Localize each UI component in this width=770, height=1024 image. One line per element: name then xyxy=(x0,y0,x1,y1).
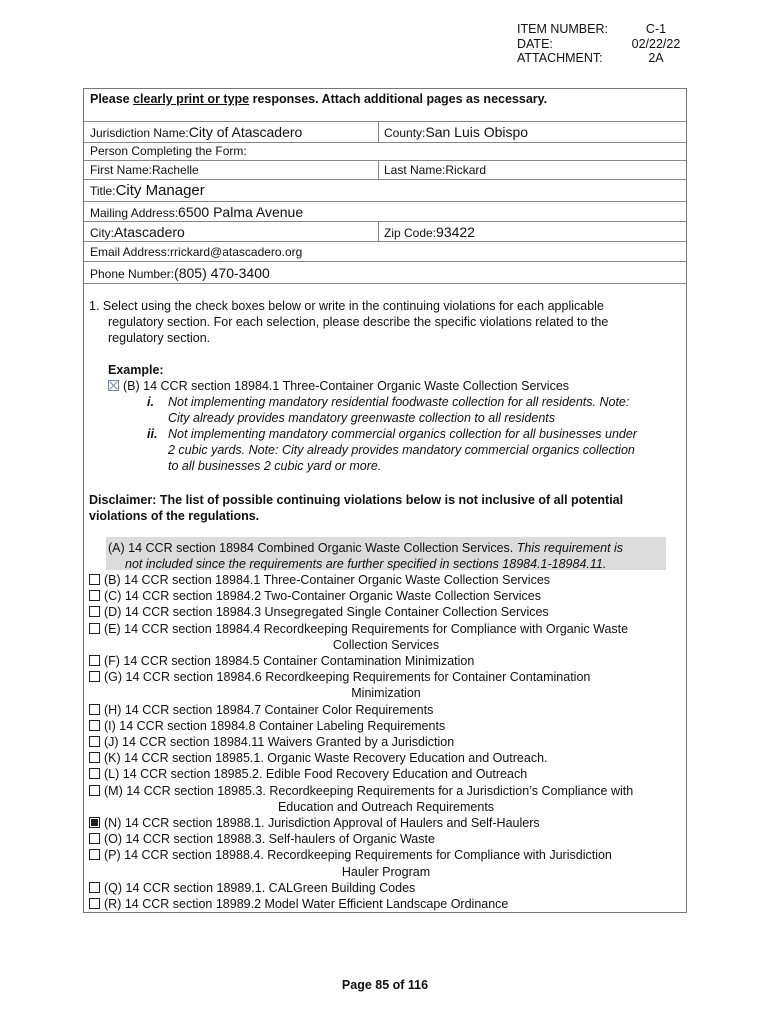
violation-item xyxy=(89,719,445,733)
violation-label: (M) 14 CCR section 18985.3. Recordkeeping Requirements for a Jurisdiction’s Compliance with xyxy=(104,783,634,798)
violation-label: (N) 14 CCR section 18988.1. Jurisdiction Approval of Haulers and Self-Haulers xyxy=(104,816,540,830)
violation-item xyxy=(89,703,433,717)
name-row xyxy=(84,160,686,180)
item-number-label: ITEM NUMBER: xyxy=(517,22,608,36)
violation-label: (J) 14 CCR section 18984.11 Waivers Granted by a Jurisdiction xyxy=(104,735,455,749)
example-i-line-2: City already provides mandatory greenwaste collection to all residents xyxy=(168,411,555,425)
violation-label-continued: Collection Services xyxy=(332,637,440,652)
example-ii-line-1: ii. Not implementing mandatory commercial organics collection for all businesses under xyxy=(147,427,637,441)
violation-label: (G) 14 CCR section 18984.6 Recordkeeping Requirements for Container Contamination xyxy=(104,670,591,685)
violation-item xyxy=(89,832,435,846)
example-checkbox-icon xyxy=(108,380,119,391)
violation-label-continued: Minimization xyxy=(351,686,421,701)
example-item: (B) 14 CCR section 18984.1 Three-Container Organic Waste Collection Services xyxy=(108,379,569,393)
violation-checkbox[interactable] xyxy=(89,736,100,747)
city-value[interactable]: Atascadero xyxy=(114,224,185,240)
question-1-line-3: regulatory section. xyxy=(108,331,211,345)
violation-label: (K) 14 CCR section 18985.1. Organic Waste Recovery Education and Outreach. xyxy=(104,751,548,766)
violation-checkbox[interactable] xyxy=(89,785,100,796)
disclaimer-line-2: violations of the regulations. xyxy=(89,509,260,523)
violation-label-continued: Education and Outreach Requirements xyxy=(277,799,495,814)
violation-label: (E) 14 CCR section 18984.4 Recordkeeping Requirements for Compliance with Organic Waste xyxy=(104,621,629,636)
violation-label: (L) 14 CCR section 18985.2. Edible Food Recovery Education and Outreach xyxy=(104,767,528,782)
violation-checkbox[interactable] xyxy=(89,590,100,601)
person-label: Person Completing the Form: xyxy=(90,144,247,158)
violation-label: (F) 14 CCR section 18984.5 Container Contamination Minimization xyxy=(104,654,475,668)
example-ii-line-2: 2 cubic yards. Note: City already provides mandatory commercial organics collection xyxy=(168,443,635,457)
instruction-row xyxy=(84,89,686,122)
violation-checkbox[interactable] xyxy=(89,849,100,860)
mailing-row xyxy=(84,202,686,222)
violation-item xyxy=(89,735,454,749)
violation-item xyxy=(89,816,540,830)
violation-item xyxy=(89,622,628,636)
violation-item xyxy=(89,751,548,765)
example-i-line-1: i. Not implementing mandatory residential foodwaste collection for all residents. Note: xyxy=(147,395,630,409)
violation-label: (Q) 14 CCR section 18989.1. CALGreen Building Codes xyxy=(104,880,416,895)
violation-checkbox[interactable] xyxy=(89,704,100,715)
mailing-field[interactable]: Mailing Address:6500 Palma Avenue xyxy=(90,204,304,220)
jurisdiction-row xyxy=(84,122,686,143)
violation-checkbox[interactable] xyxy=(89,768,100,779)
violation-a: (A) 14 CCR section 18984 Combined Organic Waste Collection Services. This requirement is xyxy=(108,541,624,555)
violation-checkbox[interactable] xyxy=(89,623,100,634)
email-field[interactable]: Email Address:rrickard@atascadero.org xyxy=(90,245,303,259)
violation-label: (D) 14 CCR section 18984.3 Unsegregated Single Container Collection Services xyxy=(104,605,549,620)
form-body xyxy=(84,291,686,912)
county-value[interactable]: San Luis Obispo xyxy=(425,124,529,140)
violation-item xyxy=(89,897,508,911)
violation-item xyxy=(89,670,590,684)
jurisdiction-value[interactable]: City of Atascadero xyxy=(188,124,303,140)
violation-checkbox[interactable] xyxy=(89,671,100,682)
violation-checkbox[interactable] xyxy=(89,833,100,844)
form-instruction: Please clearly print or type responses. Attach additional pages as necessary. xyxy=(90,92,548,106)
violation-item xyxy=(89,654,474,668)
county-field[interactable]: County:San Luis Obispo xyxy=(384,124,529,140)
title-value[interactable]: City Manager xyxy=(115,182,205,199)
violation-label: (B) 14 CCR section 18984.1 Three-Container Organic Waste Collection Services xyxy=(104,573,551,587)
violation-item xyxy=(89,573,550,587)
violation-checkbox[interactable] xyxy=(89,817,100,828)
date-label: DATE: xyxy=(517,36,553,51)
email-value[interactable]: rrickard@atascadero.org xyxy=(170,245,303,259)
example-ii-line-3: to all businesses 2 cubic yard or more. xyxy=(168,459,382,473)
violation-checkbox[interactable] xyxy=(89,898,100,909)
person-row xyxy=(84,143,686,160)
title-row xyxy=(84,180,686,202)
page-number: Page 85 of 116 xyxy=(341,978,429,992)
attachment-value: 2A xyxy=(648,51,664,65)
question-1-line-1: 1. Select using the check boxes below or write in the continuing violations for each applicable xyxy=(89,299,604,313)
violation-item xyxy=(89,848,612,862)
violation-form xyxy=(83,88,687,913)
last-name-field[interactable]: Last Name:Rickard xyxy=(384,163,487,177)
attachment-label: ATTACHMENT: xyxy=(517,51,603,65)
violation-label: (O) 14 CCR section 18988.3. Self-haulers of Organic Waste xyxy=(104,832,435,847)
violation-label: (R) 14 CCR section 18989.2 Model Water Efficient Landscape Ordinance xyxy=(104,897,509,911)
violation-label: (P) 14 CCR section 18988.4. Recordkeeping Requirements for Compliance with Jurisdiction xyxy=(104,848,612,863)
phone-field[interactable]: Phone Number:(805) 470-3400 xyxy=(90,265,270,281)
city-row xyxy=(84,222,686,242)
example-label: Example: xyxy=(108,363,164,377)
violation-label: (C) 14 CCR section 18984.2 Two-Container Organic Waste Collection Services xyxy=(104,589,541,604)
violation-item xyxy=(89,767,527,781)
email-row xyxy=(84,242,686,262)
last-name-value[interactable]: Rickard xyxy=(445,163,487,177)
violation-checkbox[interactable] xyxy=(89,720,100,731)
violation-checkbox[interactable] xyxy=(89,882,100,893)
violation-checkbox[interactable] xyxy=(89,655,100,666)
violation-a-note: not included since the requirements are further specified in sections 18984.1-18984.11. xyxy=(125,557,607,571)
first-name-value[interactable]: Rachelle xyxy=(152,163,199,177)
item-number-value: C-1 xyxy=(645,22,667,36)
jurisdiction-field[interactable]: Jurisdiction Name:City of Atascadero xyxy=(90,124,303,140)
date-value: 02/22/22 xyxy=(631,36,681,51)
phone-row xyxy=(84,262,686,284)
violation-checkbox[interactable] xyxy=(89,574,100,585)
question-1-line-2: regulatory section. For each selection, please describe the specific violations related to the xyxy=(108,315,609,329)
first-name-field[interactable]: First Name:Rachelle xyxy=(90,163,199,177)
phone-value[interactable]: (805) 470-3400 xyxy=(174,265,270,281)
title-field[interactable]: Title:City Manager xyxy=(90,182,205,199)
violation-label: (H) 14 CCR section 18984.7 Container Color Requirements xyxy=(104,702,434,717)
header-labels xyxy=(517,22,608,66)
mailing-value[interactable]: 6500 Palma Avenue xyxy=(178,204,304,220)
violation-item xyxy=(89,589,541,603)
violation-checkbox[interactable] xyxy=(89,752,100,763)
violation-item xyxy=(89,605,549,619)
zip-value[interactable]: 93422 xyxy=(436,224,475,240)
violation-checkbox[interactable] xyxy=(89,606,100,617)
zip-field[interactable]: Zip Code:93422 xyxy=(384,224,475,240)
violation-item xyxy=(89,881,415,895)
violation-label: (I) 14 CCR section 18984.8 Container Labeling Requirements xyxy=(104,718,446,733)
city-field[interactable]: City:Atascadero xyxy=(90,224,185,240)
disclaimer-line-1: Disclaimer: The list of possible continuing violations below is not inclusive of all potential xyxy=(89,493,624,507)
violation-item xyxy=(89,784,633,798)
violation-label-continued: Hauler Program xyxy=(341,864,431,879)
header-values xyxy=(622,22,690,66)
